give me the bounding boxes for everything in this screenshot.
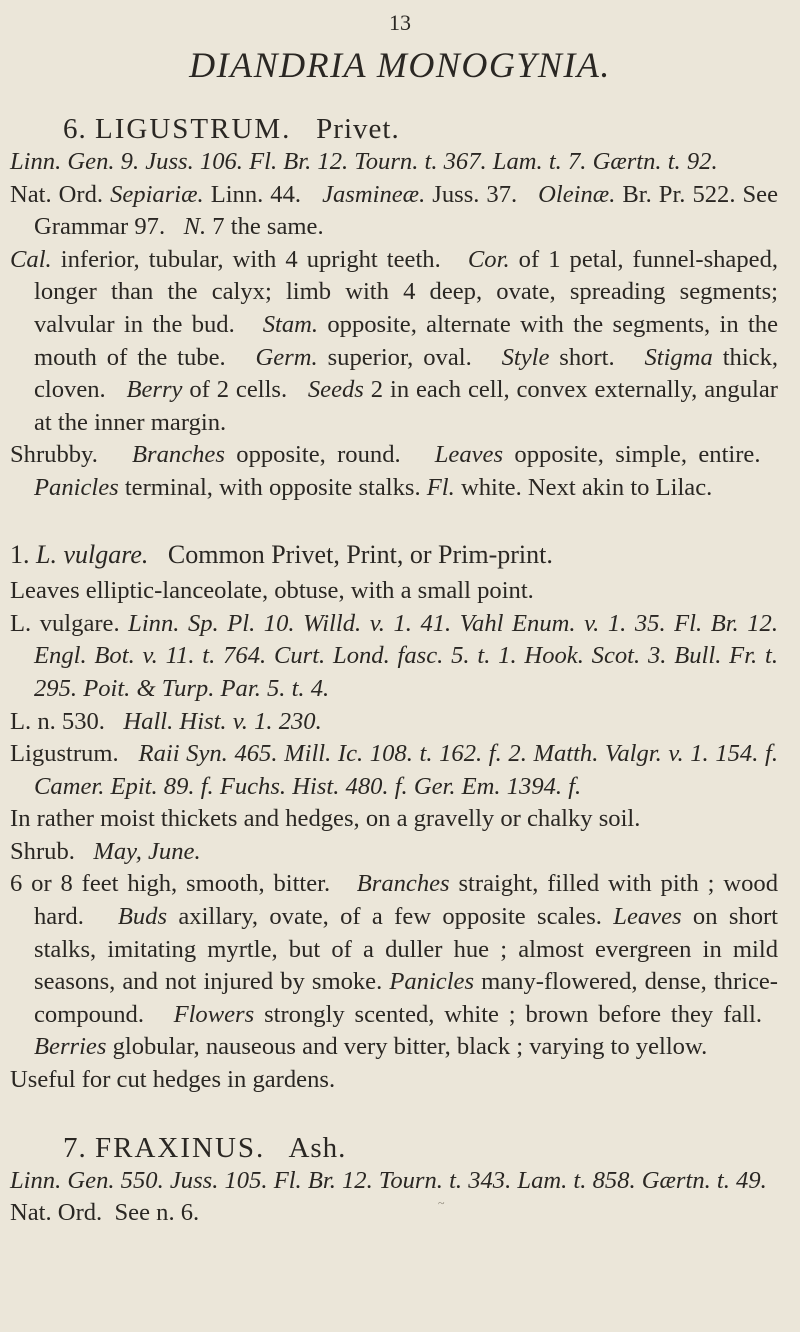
page-body <box>0 112 800 1230</box>
page-number: 13 <box>389 10 411 35</box>
natural-order: Nat. Ord. See n. 6. <box>10 1199 200 1227</box>
genus-common-name: Privet. <box>316 113 400 145</box>
genus-heading-fraxinus <box>63 1131 800 1165</box>
genus-references: Linn. Gen. 550. Juss. 105. Fl. Br. 12. Tourn. t. 343. Lam. t. 858. Gærtn. t. 49. <box>10 1166 767 1194</box>
genus-references: Linn. Gen. 9. Juss. 106. Fl. Br. 12. Tourn. t. 367. Lam. t. 7. Gærtn. t. 92. <box>10 148 718 175</box>
species-diagnosis: Leaves elliptic-lanceolate, obtuse, with a small point. <box>10 577 534 605</box>
usage-note: Useful for cut hedges in gardens. <box>10 1066 336 1094</box>
species-heading: 1. L. vulgare. Common Privet, Print, or Prim-print. <box>10 539 553 569</box>
habitat: In rather moist thickets and hedges, on a gravelly or chalky soil. <box>10 805 641 833</box>
genus-number: 7. <box>63 1131 87 1164</box>
genus-name: LIGUSTRUM. <box>95 113 292 145</box>
generic-character: Cal. inferior, tubular, with 4 upright teeth. Cor. of 1 petal, funnel-shaped, longer than the calyx; limb with 4 deep, ovate, spreading segments; valvular in the bud. Stam. opposite, alternate with the segments, in the mouth of the tube. Germ. superior, oval. Style short. Stigma thick, cloven. Berry of 2 cells. Seeds 2 in each cell, convex externally, angular at the inner margin. <box>10 245 779 436</box>
genus-heading-ligustrum <box>63 112 800 146</box>
duration-season: Shrub. May, June. <box>10 837 201 865</box>
running-head: DIANDRIA MONOGYNIA. <box>189 45 611 85</box>
synonym-2: L. n. 530. Hall. Hist. v. 1. 230. <box>10 707 322 735</box>
genus-number: 6. <box>63 113 87 145</box>
habit-description: Shrubby. Branches opposite, round. Leaves opposite, simple, entire. Panicles terminal, with opposite stalks. Fl. white. Next akin to Lilac. <box>10 441 761 501</box>
species-description: 6 or 8 feet high, smooth, bitter. Branches straight, filled with pith ; wood hard. Buds axillary, ovate, of a few opposite scales. Leaves on short stalks, imitating myrtle, but of a duller hue ; almost evergreen in mild seasons, and not injured by smoke. Panicles many-flowered, dense, thrice-compound. Flowers strongly scented, white ; brown before they fall. Berries globular, nauseous and very bitter, black ; varying to yellow. <box>10 870 779 1061</box>
genus-name: FRAXINUS. <box>95 1131 266 1164</box>
genus-common-name: Ash. <box>288 1131 347 1164</box>
synonym-1: L. vulgare. Linn. Sp. Pl. 10. Willd. v. 1. 41. Vahl Enum. v. 1. 35. Fl. Br. 12. Engl. Bot. v. 11. t. 764. Curt. Lond. fasc. 5. t. 1. Hook. Scot. 3. Bull. Fr. t. 295. Poit. & Turp. Par. 5. t. 4. <box>10 609 778 702</box>
margin-pencil-mark: ~ <box>438 1196 445 1210</box>
natural-order: Nat. Ord. Sepiariæ. Linn. 44. Jasmineæ. Juss. 37. Oleinæ. Br. Pr. 522. See Grammar 97. N. 7 the same. <box>10 180 778 241</box>
synonym-3: Ligustrum. Raii Syn. 465. Mill. Ic. 108. t. 162. f. 2. Matth. Valgr. v. 1. 154. f. Camer. Epit. 89. f. Fuchs. Hist. 480. f. Ger. Em. 1394. f. <box>10 740 778 800</box>
